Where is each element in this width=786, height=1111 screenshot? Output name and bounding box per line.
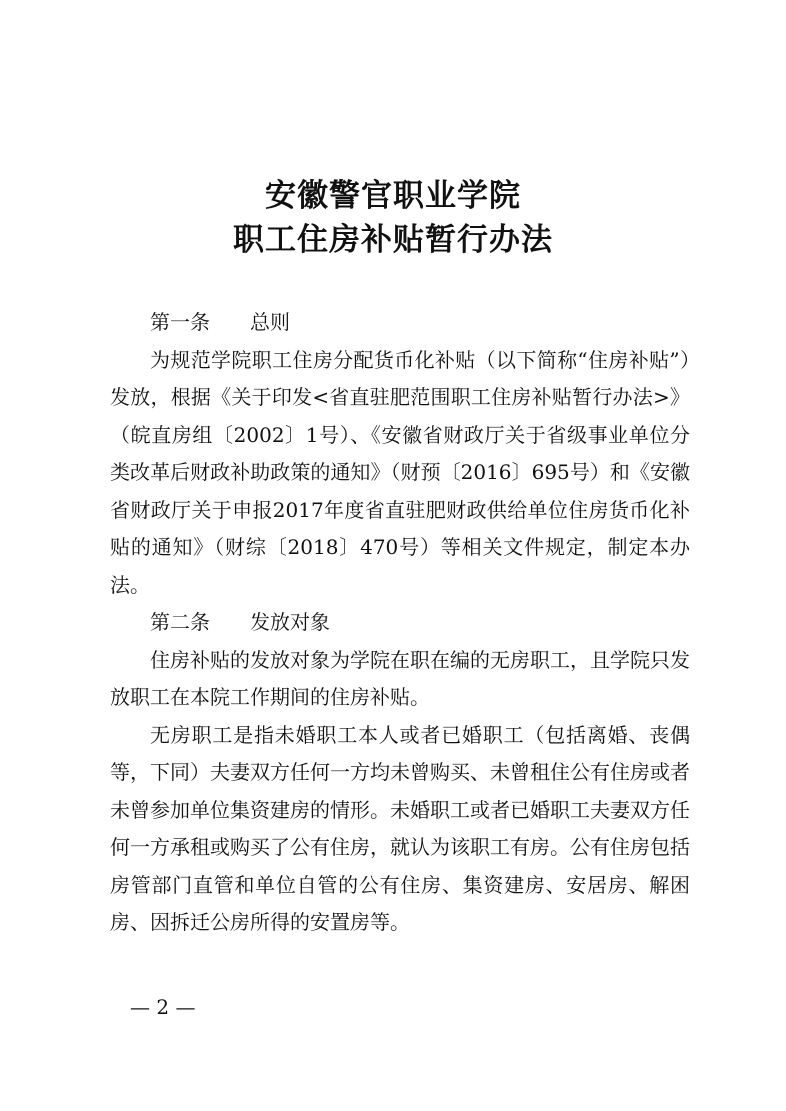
paragraph: 为规范学院职工住房分配货币化补贴（以下简称“住房补贴”）发放，根据《关于印发<省直驻肥范围职工住房补贴暂行办法>》（皖直房组〔2002〕1号）、《安徽省财政厅关于省级事业单位分类改革后财政补助政策的通知》（财预〔2016〕695号）和《安徽省财政厅关于申报2017年度省直驻肥财政供给单位住房货币化补贴的通知》（财综〔2018〕470号）等相关文件规定，制定本办法。 bbox=[110, 347, 690, 597]
document-title-line2: 职工住房补贴暂行办法 bbox=[233, 222, 553, 258]
page-number: — 2 — bbox=[130, 995, 196, 1019]
document-title-line1: 安徽警官职业学院 bbox=[265, 178, 521, 214]
article-heading: 发放对象 bbox=[250, 610, 330, 634]
article-number: 第二条 bbox=[150, 610, 210, 634]
paragraph: 无房职工是指未婚职工本人或者已婚职工（包括离婚、丧偶等，下同）夫妻双方任何一方均未曾购买、未曾租住公有住房或者未曾参加单位集资建房的情形。未婚职工或者已婚职工夫妻双方任何一方承租或购买了公有住房，就认为该职工有房。公有住房包括房管部门直管和单位自管的公有住房、集资建房、安居房、解困房、因拆迁公房所得的安置房等。 bbox=[110, 722, 690, 934]
section-heading-2 bbox=[110, 604, 690, 642]
article-heading: 总则 bbox=[250, 310, 290, 334]
article-number: 第一条 bbox=[150, 310, 210, 334]
paragraph: 住房补贴的发放对象为学院在职在编的无房职工，且学院只发放职工在本院工作期间的住房补贴。 bbox=[110, 647, 690, 709]
section-heading-1 bbox=[110, 304, 690, 342]
document-body bbox=[110, 304, 690, 942]
